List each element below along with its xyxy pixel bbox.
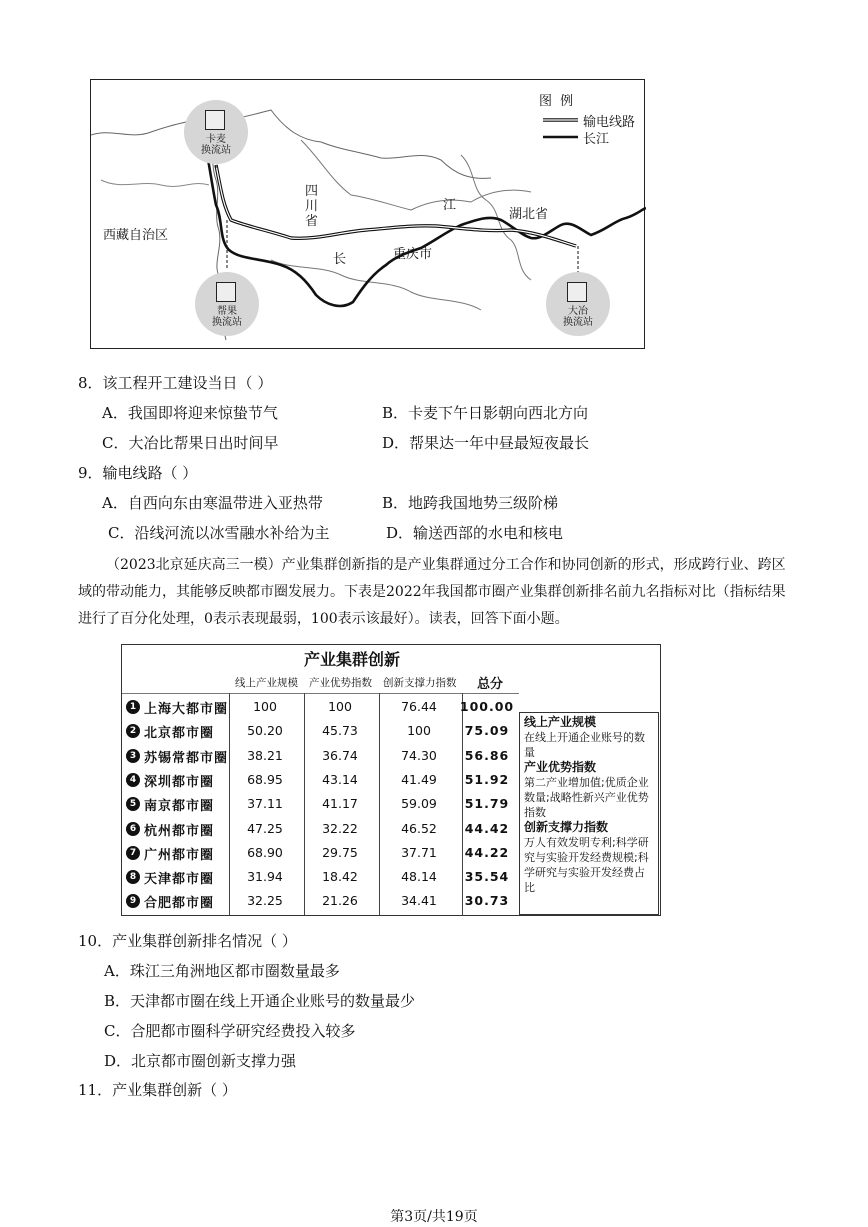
label-jiang: 江 [443,198,457,213]
cell-scale: 31.94 [247,869,283,885]
label-sichuan-3: 省 [305,214,319,229]
header-divider [122,693,519,694]
metro-name: 天津都市圈 [144,872,215,888]
rank-badge: 3 [126,749,140,763]
note-body-advantage: 第二产业增加值;优质企业数量;战略性新兴产业优势指数 [524,776,649,819]
label-chongqing: 重庆市 [393,247,433,262]
border-north [91,110,491,178]
label-sichuan-1: 四 [305,184,319,199]
station-kamai-label: 卡麦 换流站 [201,134,231,156]
table-row [122,889,519,913]
metro-name: 杭州都市圈 [144,823,215,839]
cell-advantage: 43.14 [322,771,358,787]
metro-name: 合肥都市圈 [144,896,215,912]
border-tibet-inner [101,180,209,186]
tower-icon [205,110,225,130]
cell-support: 100 [407,723,431,739]
tower-icon [567,282,587,302]
metro-name: 南京都市圈 [144,799,215,815]
q11-stem: 11．产业集群创新（ ） [78,1081,237,1099]
map-figure [90,79,645,349]
note-head-advantage: 产业优势指数 [524,760,597,774]
q8-option-c[interactable]: C．大冶比帮果日出时间早 [102,434,279,452]
cell-total: 51.79 [464,796,510,812]
cell-support: 74.30 [401,747,437,763]
metro-name: 广州都市圈 [144,847,215,863]
rank-badge: 1 [126,700,140,714]
note-head-scale: 线上产业规模 [524,715,597,729]
header-advantage: 产业优势指数 [309,677,372,689]
legend-title: 图 例 [539,94,576,109]
label-sichuan-2: 川 [305,199,319,214]
metro-name: 上海大都市圈 [144,702,229,717]
cell-scale: 68.95 [247,771,283,787]
q8-stem: 8．该工程开工建设当日（ ） [78,374,273,392]
station-kamai [184,100,248,164]
note-head-support: 创新支撑力指数 [524,820,609,834]
rank-badge: 9 [126,894,140,908]
cell-total: 44.42 [464,820,510,836]
page-footer: 第3页/共19页 [390,1209,478,1225]
intro-paragraph: （2023北京延庆高三一模）产业集群创新指的是产业集群通过分工合作和协同创新的形式，形成跨行业、跨区域的带动能力，其能够反映都市圈发展力。下表是2022年我国都市圈产业集群创新排名前九名指标对比（指标结果进行了百分化处理，0表示表现最弱，100表示该最好）。读表，回答下面小题。 [78,557,786,627]
station-bangguo-label: 帮果 换流站 [212,306,242,328]
table-row [122,817,519,841]
rank-badge: 5 [126,797,140,811]
metro-name: 北京都市圈 [144,726,215,742]
q10-option-c[interactable]: C．合肥都市圈科学研究经费投入较多 [104,1022,356,1040]
table-row [122,792,519,816]
rank-badge: 8 [126,870,140,884]
cell-advantage: 29.75 [322,844,358,860]
table-row [122,744,519,768]
table-row [122,719,519,743]
tower-icon [216,282,236,302]
header-support: 创新支撑力指数 [383,677,457,689]
label-tibet: 西藏自治区 [103,228,169,243]
q9-option-a[interactable]: A．自西向东由寒温带进入亚热带 [102,494,323,512]
legend-river-label: 长江 [583,132,610,147]
cell-total: 44.22 [464,844,510,860]
station-daye [546,272,610,336]
cell-advantage: 100 [328,699,352,714]
q10-option-a[interactable]: A．珠江三角洲地区都市圈数量最多 [104,962,340,980]
cell-support: 41.49 [401,771,437,787]
q9-stem: 9．输电线路（ ） [78,464,198,482]
cell-advantage: 21.26 [322,893,358,909]
note-body-scale: 在线上开通企业账号的数量 [524,731,645,759]
indicator-notes [519,712,659,915]
cell-support: 76.44 [401,699,437,714]
cell-advantage: 36.74 [322,747,358,763]
cell-support: 48.14 [401,869,437,885]
cell-scale: 50.20 [247,723,283,739]
station-daye-label: 大冶 换流站 [563,306,593,328]
rank-badge: 6 [126,822,140,836]
border-sichuan-chongqing [301,140,531,210]
label-hubei: 湖北省 [509,207,549,222]
cell-total: 56.86 [464,747,510,763]
station-bangguo [195,272,259,336]
cell-support: 34.41 [401,893,437,909]
metro-name: 苏锡常都市圈 [144,750,229,766]
q8-option-d[interactable]: D．帮果达一年中昼最短夜最长 [382,434,590,452]
rank-badge: 4 [126,773,140,787]
table-row [122,865,519,889]
cell-support: 37.71 [401,844,437,860]
table-row [122,695,519,719]
cell-support: 46.52 [401,820,437,836]
cell-scale: 100 [253,699,277,714]
label-chang: 长 [333,252,347,267]
rank-badge: 2 [126,724,140,738]
table-row [122,768,519,792]
header-scale: 线上产业规模 [235,677,298,689]
q10-option-d[interactable]: D．北京都市圈创新支撑力强 [104,1052,297,1070]
cell-scale: 38.21 [247,747,283,763]
cell-total: 75.09 [464,723,510,739]
q8-option-b[interactable]: B．卡麦下午日影朝向西北方向 [382,404,589,422]
cell-advantage: 45.73 [322,723,358,739]
cell-scale: 32.25 [247,893,283,909]
rank-badge: 7 [126,846,140,860]
cell-advantage: 32.22 [322,820,358,836]
note-body-support: 万人有效发明专利;科学研究与实验开发经费规模;科学研究与实验开发经费占比 [524,836,649,894]
cell-support: 59.09 [401,796,437,812]
header-total: 总分 [477,677,504,692]
table-row [122,841,519,865]
q10-stem: 10．产业集群创新排名情况（ ） [78,932,297,950]
cell-advantage: 41.17 [322,796,358,812]
cell-scale: 47.25 [247,820,283,836]
cell-scale: 68.90 [247,844,283,860]
table-title: 产业集群创新 [303,650,400,669]
cell-advantage: 18.42 [322,869,358,885]
border-south [271,260,481,310]
metro-name: 深圳都市圈 [144,774,215,790]
legend-line-label: 输电线路 [583,115,636,130]
cluster-innovation-table [121,644,661,916]
q10-option-b[interactable]: B．天津都市圈在线上开通企业账号的数量最少 [104,992,416,1010]
q9-option-b[interactable]: B．地跨我国地势三级阶梯 [382,494,559,512]
cell-scale: 37.11 [247,796,283,812]
cell-total: 35.54 [464,869,510,885]
cell-total: 51.92 [464,771,510,787]
q9-option-c[interactable]: C．沿线河流以冰雪融水补给为主 [108,524,330,542]
cell-total: 100.00 [459,699,515,714]
q8-option-a[interactable]: A．我国即将迎来惊蛰节气 [102,404,278,422]
cell-total: 30.73 [464,893,510,909]
q9-option-d[interactable]: D．输送西部的水电和核电 [386,524,564,542]
